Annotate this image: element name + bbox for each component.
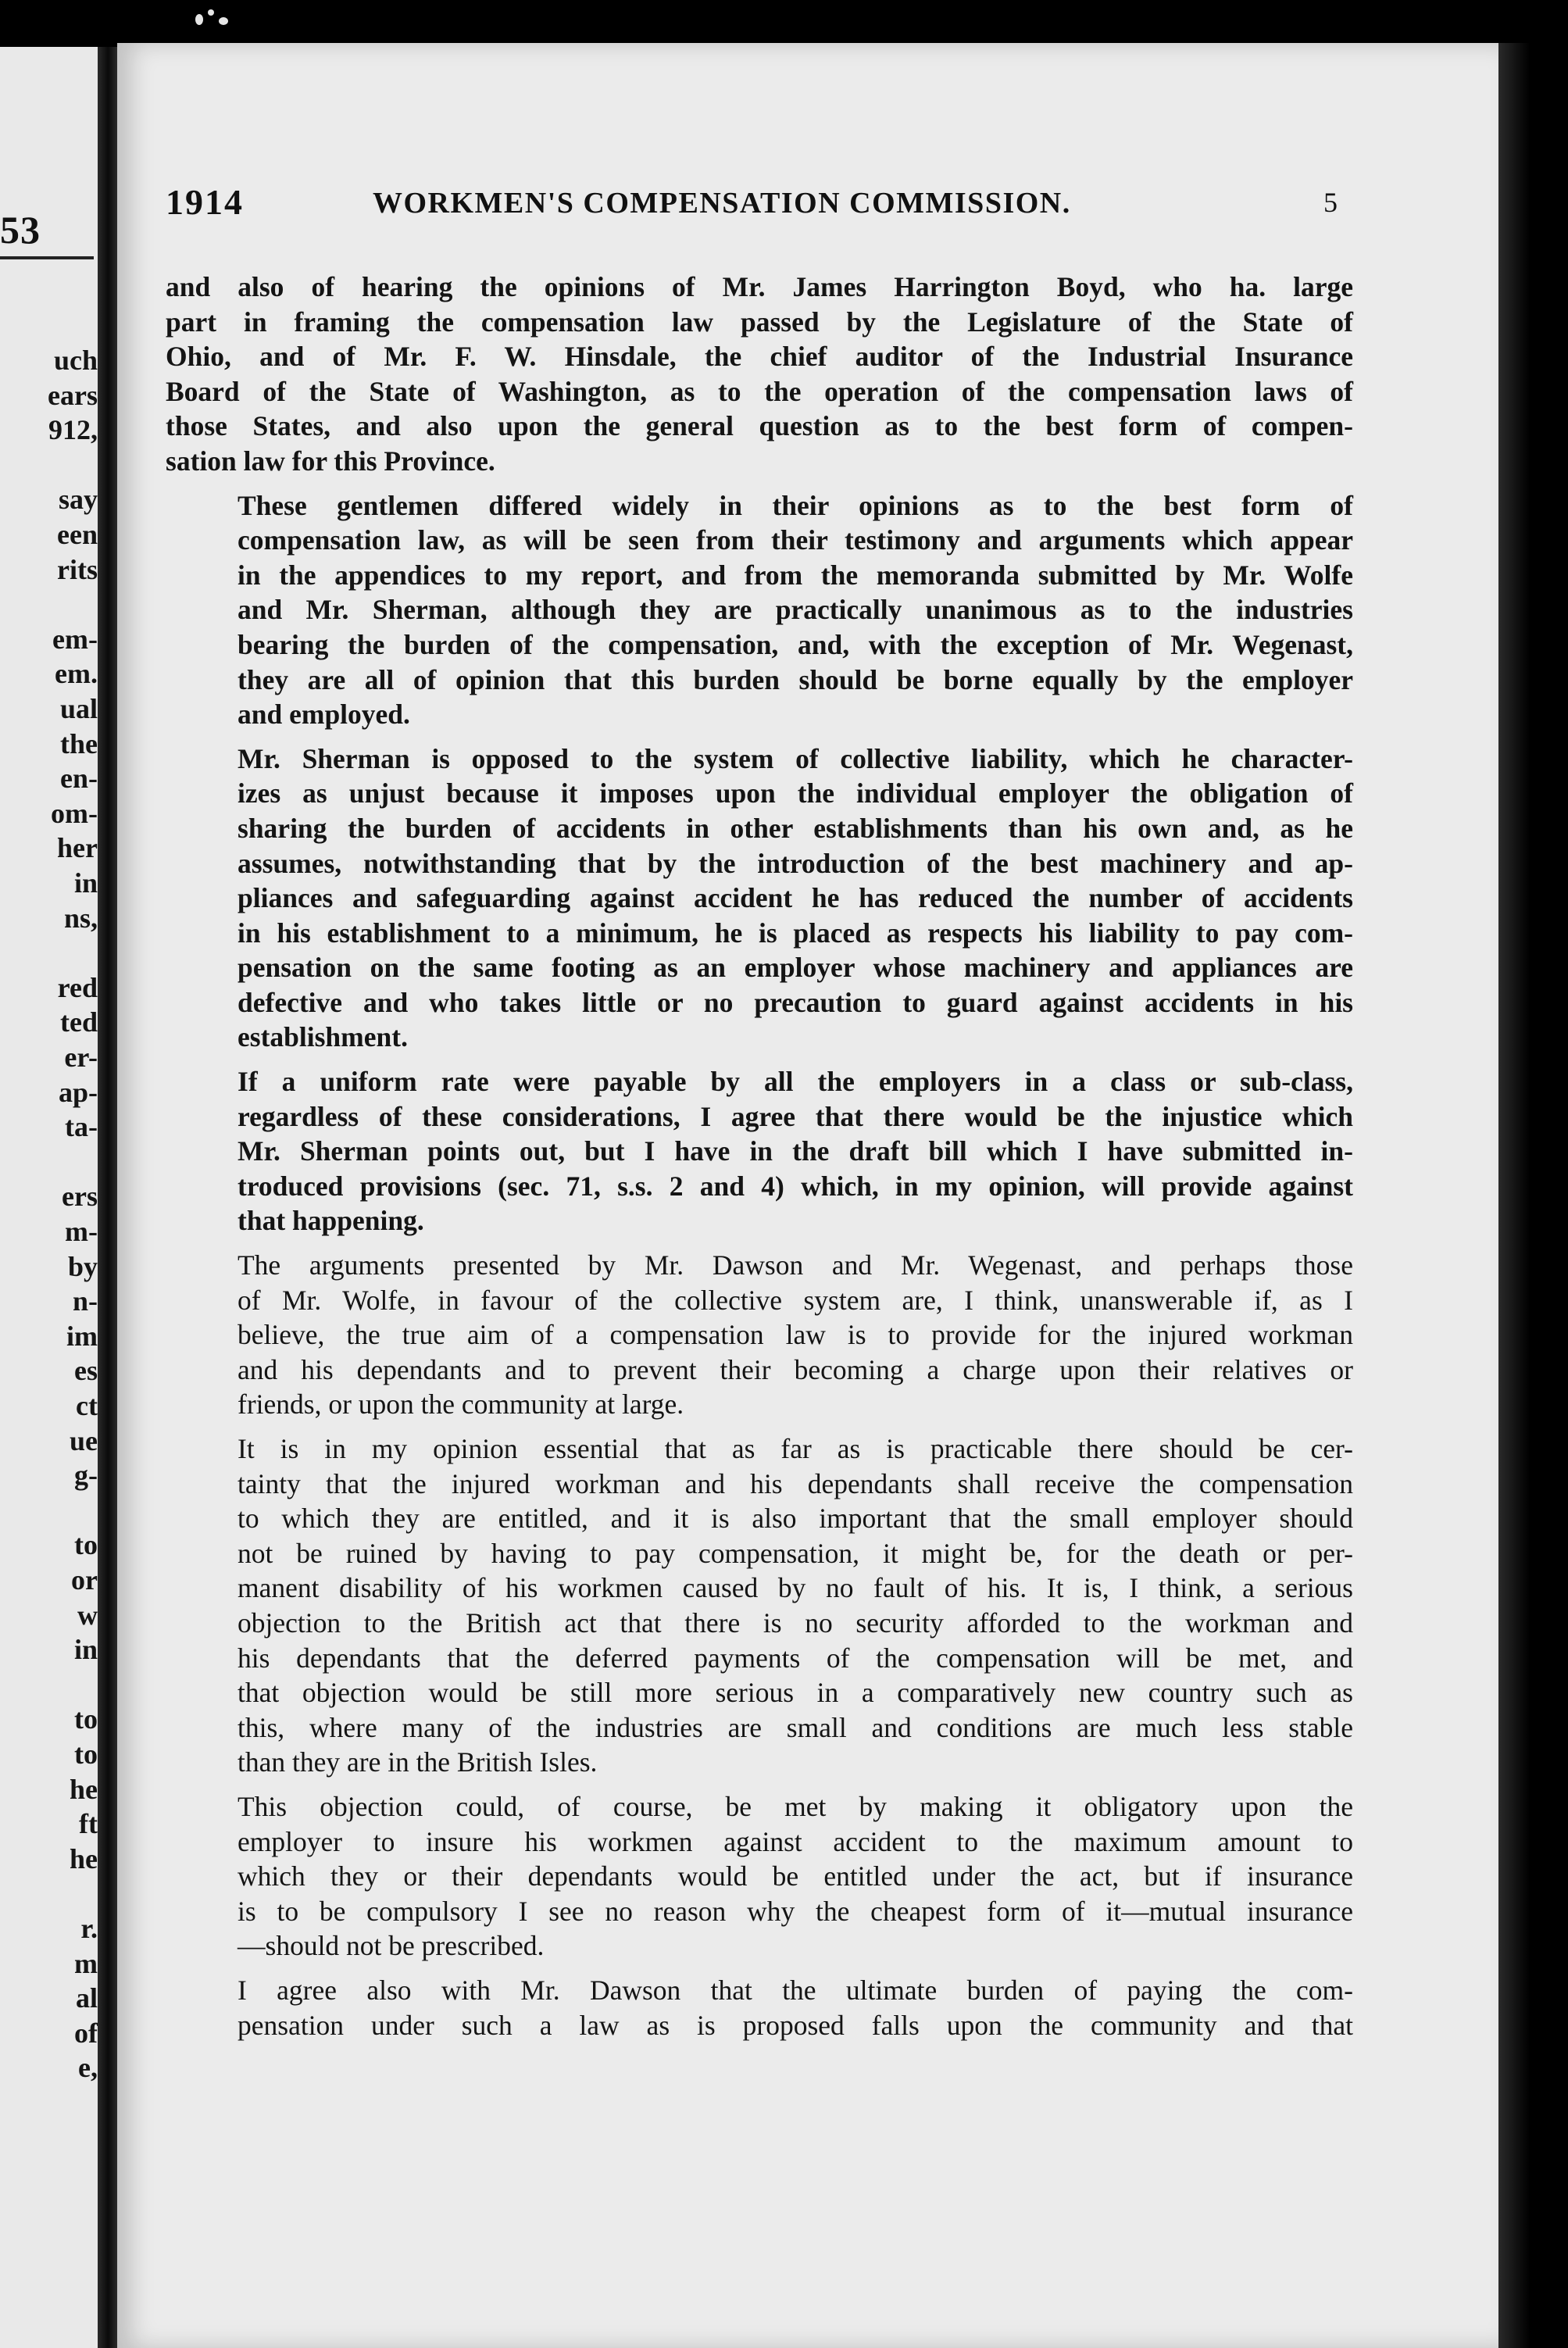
adjacent-line-fragment: to (74, 1739, 98, 1770)
text-line: assumes, notwithstanding that by the introduction of the best machinery and ap- (238, 847, 1353, 879)
text-line: These gentlemen differed widely in their opinions as to the best form of (238, 489, 1353, 521)
paragraph (166, 270, 1353, 479)
adjacent-line-fragment: al (75, 1982, 98, 2014)
adjacent-line-fragment: ct (76, 1390, 98, 1421)
text-line: I agree also with Mr. Dawson that the ultimate burden of paying the com- (238, 1974, 1353, 2006)
text-line: of Mr. Wolfe, in favour of the collective system are, I think, unanswerable if, as I (238, 1284, 1353, 1316)
adjacent-line-fragment: by (67, 1250, 98, 1282)
adjacent-line-fragment: en- (60, 763, 98, 795)
paragraph (166, 1064, 1353, 1238)
paragraph (166, 488, 1353, 732)
text-line: The arguments presented by Mr. Dawson and Mr. Wegenast, and perhaps those (238, 1249, 1353, 1281)
adjacent-line-fragment: red (57, 971, 98, 1003)
text-line: that happening. (238, 1205, 424, 1237)
text-line: Ohio, and of Mr. F. W. Hinsdale, the chief auditor of the Industrial Insurance (166, 341, 1353, 373)
text-line: friends, or upon the community at large. (238, 1388, 684, 1421)
adjacent-line-fragment: es (74, 1355, 98, 1387)
adjacent-line-fragment: g- (74, 1460, 98, 1492)
body-text (166, 270, 1353, 2052)
header-title: WORKMEN'S COMPENSATION COMMISSION. (373, 187, 1071, 220)
adjacent-line-fragment: m- (65, 1216, 98, 1247)
adjacent-line-fragment: he (70, 1773, 98, 1805)
adjacent-line-fragment: een (57, 519, 98, 550)
adjacent-line-fragment: im (66, 1320, 98, 1352)
text-line: regardless of these considerations, I agree that there would be the injustice which (238, 1100, 1353, 1132)
paragraph (166, 1973, 1353, 2042)
text-line: and also of hearing the opinions of Mr. James Harrington Boyd, who ha. large (166, 271, 1353, 302)
paragraph (166, 1431, 1353, 1780)
adjacent-line-fragment: 912, (48, 414, 98, 446)
running-header (166, 181, 1338, 228)
adjacent-line-fragment: om- (51, 797, 98, 829)
text-line: is to be compulsory I see no reason why the cheapest form of it—mutual insurance (238, 1895, 1353, 1927)
text-line: in his establishment to a minimum, he is placed as respects his liability to pay com- (238, 917, 1353, 949)
text-line: Mr. Sherman is opposed to the system of collective liability, which he character- (238, 742, 1353, 774)
adjacent-line-fragment: ft (79, 1808, 98, 1840)
adjacent-header-rule (0, 256, 94, 259)
text-line: those States, and also upon the general question as to the best form of compen- (166, 410, 1353, 442)
adjacent-line-fragment: rits (57, 553, 98, 585)
text-line: in the appendices to my report, and from the memoranda submitted by Mr. Wolfe (238, 559, 1353, 591)
adjacent-line-fragment: say (58, 484, 98, 516)
adjacent-line-fragment: ns, (63, 902, 98, 934)
paragraph (166, 1248, 1353, 1422)
text-line: Mr. Sherman points out, but I have in the draft bill which I have submitted in- (238, 1135, 1353, 1167)
page-number: 5 (1323, 187, 1338, 218)
text-line: manent disability of his workmen caused by no fault of his. It is, I think, a serious (238, 1572, 1353, 1604)
text-line: Board of the State of Washington, as to the operation of the compensation laws of (166, 375, 1353, 407)
paragraph (166, 1789, 1353, 1964)
text-line: his dependants that the deferred payments of the compensation will be met, and (238, 1642, 1353, 1674)
text-line: that objection would be still more serious in a comparatively new country such as (238, 1677, 1353, 1709)
adjacent-line-fragment: em. (55, 658, 98, 690)
page-edge-shadow (1498, 43, 1530, 2348)
text-line: objection to the British act that there is no security afforded to the workman and (238, 1606, 1353, 1639)
adjacent-line-fragment: r. (80, 1913, 98, 1944)
adjacent-line-fragment: m (74, 1947, 98, 1979)
text-line: sharing the burden of accidents in other establishments than his own and, as he (238, 812, 1353, 844)
text-line: compensation law, as will be seen from their testimony and arguments which appear (238, 524, 1353, 556)
text-line: establishment. (238, 1021, 408, 1053)
text-line: defective and who takes little or no precaution to guard against accidents in his (238, 986, 1353, 1018)
adjacent-line-fragment: ue (70, 1424, 98, 1456)
paragraph (166, 742, 1353, 1055)
adjacent-line-fragment: er- (64, 1042, 98, 1073)
text-line: and Mr. Sherman, although they are practically unanimous as to the industries (238, 594, 1353, 626)
adjacent-line-fragment: her (57, 832, 98, 864)
adjacent-line-fragment: of (74, 2017, 98, 2049)
text-line: It is in my opinion essential that as far as is practicable there should be cer- (238, 1433, 1353, 1464)
adjacent-line-fragment: to (74, 1703, 98, 1735)
text-line: This objection could, of course, be met by making it obligatory upon the (238, 1790, 1353, 1822)
text-line: employer to insure his workmen against accident to the maximum amount to (238, 1825, 1353, 1857)
adjacent-page-fragment (0, 47, 102, 2348)
text-line: bearing the burden of the compensation, and, with the exception of Mr. Wegenast, (238, 628, 1353, 660)
text-line: sation law for this Province. (166, 445, 495, 477)
text-line: pliances and safeguarding against accident he has reduced the number of accidents (238, 882, 1353, 914)
adjacent-line-fragment: ual (59, 693, 98, 724)
adjacent-line-fragment: em- (52, 623, 98, 655)
adjacent-line-fragment: he (70, 1842, 98, 1874)
text-line: —should not be prescribed. (238, 1930, 545, 1962)
adjacent-line-fragment: ers (62, 1181, 98, 1213)
text-line: believe, the true aim of a compensation law is to provide for the injured workman (238, 1319, 1353, 1351)
text-line: not be ruined by having to pay compensation, it might be, for the death or per- (238, 1537, 1353, 1569)
adjacent-line-fragment: to (74, 1529, 98, 1561)
text-line: which they or their dependants would be entitled under the act, but if insurance (238, 1860, 1353, 1892)
text-line: part in framing the compensation law passed by the Legislature of the State of (166, 306, 1353, 338)
adjacent-line-fragment: w (77, 1599, 98, 1631)
text-line: pensation under such a law as is proposed falls upon the community and that (238, 2009, 1353, 2041)
text-line: izes as unjust because it imposes upon the individual employer the obligation of (238, 777, 1353, 809)
adjacent-line-fragment: ap- (58, 1076, 98, 1108)
text-line: tainty that the injured workman and his dependants shall receive the compensation (238, 1467, 1353, 1499)
adjacent-line-fragment: in (73, 1634, 98, 1666)
adjacent-line-fragment: or (71, 1564, 98, 1596)
header-year: 1914 (166, 182, 244, 222)
adjacent-page-number: 53 (0, 208, 41, 252)
text-line: than they are in the British Isles. (238, 1746, 598, 1778)
adjacent-line-fragment: the (60, 727, 98, 759)
adjacent-line-fragment: ta- (65, 1111, 98, 1143)
adjacent-line-fragment: n- (72, 1285, 98, 1317)
adjacent-line-fragment: e, (78, 2052, 98, 2084)
top-specks (180, 0, 273, 39)
text-line: pensation on the same footing as an employer whose machinery and appliances are (238, 952, 1353, 984)
text-line: and employed. (238, 699, 410, 731)
text-line: If a uniform rate were payable by all the employers in a class or sub-class, (238, 1066, 1353, 1098)
text-line: this, where many of the industries are small and conditions are much less stable (238, 1711, 1353, 1743)
adjacent-line-fragment: ears (48, 379, 98, 411)
text-line: and his dependants and to prevent their becoming a charge upon their relatives or (238, 1353, 1353, 1385)
text-line: troduced provisions (sec. 71, s.s. 2 and 4) which, in my opinion, will provide against (238, 1170, 1353, 1202)
adjacent-line-fragment: in (73, 867, 98, 899)
adjacent-line-fragment: ted (60, 1006, 98, 1038)
text-line: to which they are entitled, and it is also important that the small employer should (238, 1503, 1353, 1535)
text-line: they are all of opinion that this burden should be borne equally by the employer (238, 663, 1353, 695)
adjacent-line-fragment: uch (53, 345, 98, 376)
